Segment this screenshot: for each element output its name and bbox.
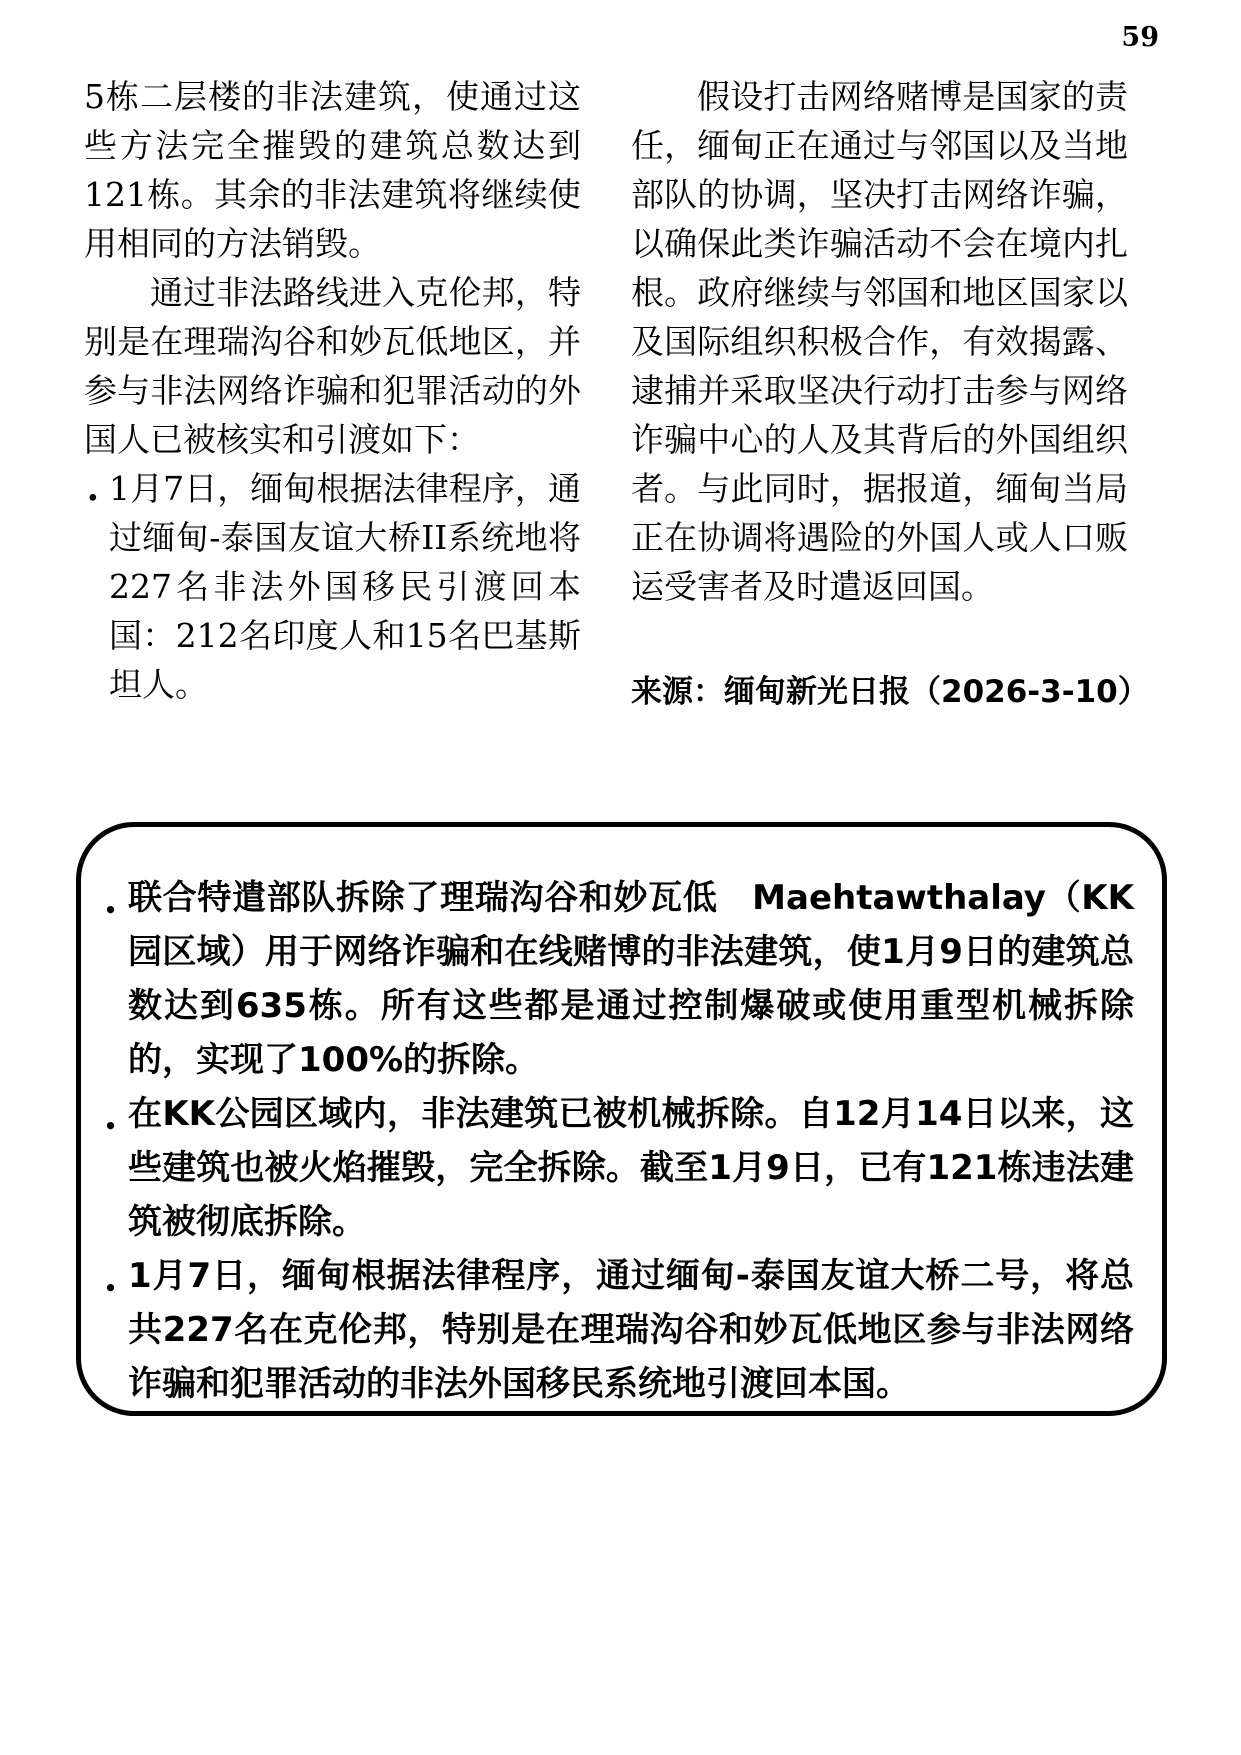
left-bullet-list <box>84 464 581 709</box>
left-paragraph-1: 5栋二层楼的非法建筑，使通过这些方法完全摧毁的建筑总数达到121栋。其余的非法建筑将继续使用相同的方法销毁。 <box>84 77 581 263</box>
left-column <box>84 72 581 719</box>
summary-bullet-item-2: • 在KK公园区域内，非法建筑已被机械拆除。自12月14日以来，这些建筑也被火焰摧毁，完全拆除。截至1月9日，已有121栋违法建筑被彻底拆除。 <box>101 1087 1134 1249</box>
article-columns <box>84 72 1149 719</box>
page-number: 59 <box>1121 22 1159 53</box>
left-bullet-item: • 1月7日，缅甸根据法律程序，通过缅甸-泰国友谊大桥II系统地将227名非法外国移民引渡回本国：212名印度人和15名巴基斯坦人。 <box>84 464 581 709</box>
right-paragraph-1: 假设打击网络赌博是国家的责任，缅甸正在通过与邻国以及当地部队的协调，坚决打击网络诈骗，以确保此类诈骗活动不会在境内扎根。政府继续与邻国和地区国家以及国际组织积极合作，有效揭露、逮捕并采取坚决行动打击参与网络诈骗中心的人及其背后的外国组织者。与此同时，据报道，缅甸当局正在协调将遇险的外国人或人口贩运受害者及时遣返回国。 <box>631 77 1128 606</box>
right-column <box>631 72 1149 719</box>
source-line: 来源：缅甸新光日报（2026-3-10） <box>631 674 1149 710</box>
summary-box <box>76 822 1167 1416</box>
summary-bullet-item-3: • 1月7日，缅甸根据法律程序，通过缅甸-泰国友谊大桥二号，将总共227名在克伦邦，特别是在理瑞沟谷和妙瓦低地区参与非法网络诈骗和犯罪活动的非法外国移民系统地引渡回本国。 <box>101 1249 1134 1411</box>
left-paragraph-2: 通过非法路线进入克伦邦，特别是在理瑞沟谷和妙瓦低地区，并参与非法网络诈骗和犯罪活动的外国人已被核实和引渡如下： <box>84 273 581 459</box>
summary-bullet-list <box>101 871 1134 1411</box>
summary-bullet-item-1: • 联合特遣部队拆除了理瑞沟谷和妙瓦低 Maehtawthalay（KK园区域）用于网络诈骗和在线赌博的非法建筑，使1月9日的建筑总数达到635栋。所有这些都是通过控制爆破或使用重型机械拆除的，实现了100%的拆除。 <box>101 871 1134 1087</box>
